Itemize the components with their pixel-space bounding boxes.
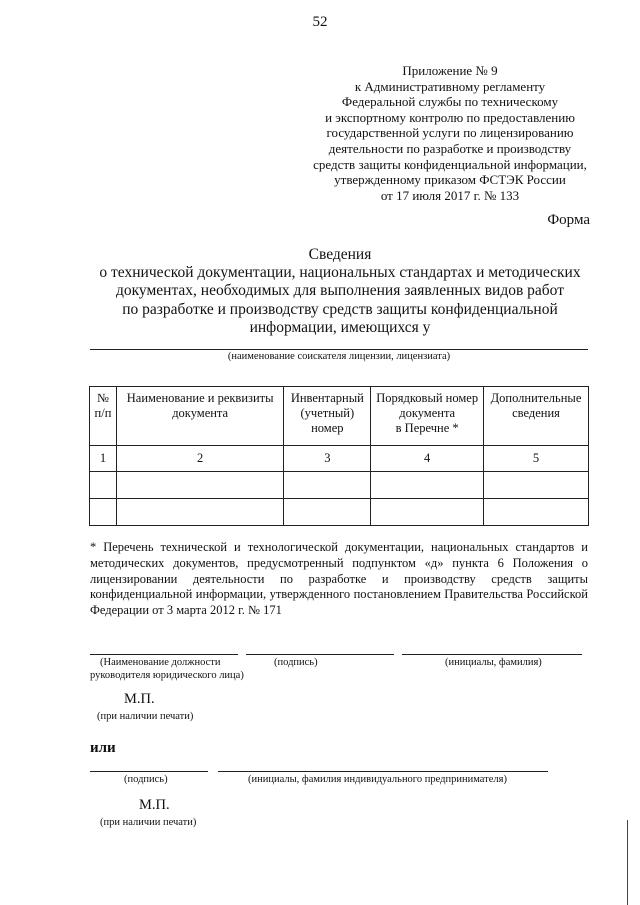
title-line: информации, имеющихся у bbox=[249, 318, 431, 336]
table-cell bbox=[90, 472, 117, 499]
signature-caption: (подпись) bbox=[274, 657, 318, 668]
stamp-caption: (при наличии печати) bbox=[97, 711, 194, 722]
table-cell bbox=[90, 499, 117, 526]
name-caption: (инициалы, фамилия) bbox=[445, 657, 542, 668]
table-number-row bbox=[90, 446, 589, 472]
ip-name-caption: (инициалы, фамилия индивидуального предпринимателя) bbox=[248, 774, 507, 785]
ip-stamp-label: М.П. bbox=[139, 797, 170, 813]
table-cell: 1 bbox=[90, 446, 117, 472]
appendix-line: и экспортному контролю по предоставлению bbox=[325, 109, 575, 125]
document-title bbox=[80, 246, 600, 337]
ip-signature-caption: (подпись) bbox=[124, 774, 168, 785]
table-cell: 5 bbox=[484, 446, 589, 472]
appendix-line: от 17 июля 2017 г. № 133 bbox=[380, 187, 520, 203]
table-cell bbox=[371, 499, 484, 526]
form-label: Форма bbox=[547, 212, 590, 228]
position-line bbox=[90, 654, 238, 655]
header-additional-info: Дополнительные сведения bbox=[484, 387, 589, 446]
footnote: * Перечень технической и технологической документации, национальных стандартов и методических документов, предусмотренный подпунктом «д» пункта 6 Положения о лицензировании деятельности по разработке и производству средств защиты конфиденциальной информации, утвержденного постановлением Правительства Российской Федерации от 3 марта 2012 г. № 171 bbox=[90, 540, 588, 618]
table-cell bbox=[284, 472, 371, 499]
title-line: Сведения bbox=[308, 246, 372, 263]
table-row bbox=[90, 472, 589, 499]
table-cell: 3 bbox=[284, 446, 371, 472]
table-row bbox=[90, 499, 589, 526]
title-line: по разработке и производству средств защиты конфиденциальной bbox=[122, 300, 558, 318]
appendix-line: государственной услуги по лицензированию bbox=[326, 125, 574, 141]
title-line: о технической документации, национальных стандартах и методических bbox=[99, 264, 581, 282]
table-cell bbox=[371, 472, 484, 499]
position-caption-2: руководителя юридического лица) bbox=[90, 670, 244, 681]
table-cell bbox=[484, 499, 589, 526]
header-list-number: Порядковый номер документа в Перечне * bbox=[371, 387, 484, 446]
header-document-name: Наименование и реквизиты документа bbox=[116, 387, 283, 446]
table-cell: 2 bbox=[116, 446, 283, 472]
signature-line bbox=[246, 654, 394, 655]
name-line bbox=[402, 654, 582, 655]
ip-stamp-caption: (при наличии печати) bbox=[100, 817, 197, 828]
stamp-label: М.П. bbox=[124, 691, 155, 707]
appendix-line: деятельности по разработке и производству bbox=[328, 140, 572, 156]
position-caption: (Наименование должности bbox=[100, 657, 221, 668]
or-label: или bbox=[90, 740, 116, 756]
appendix-line: к Административному регламенту bbox=[354, 78, 546, 94]
ip-name-line bbox=[218, 771, 548, 772]
table-cell bbox=[484, 472, 589, 499]
applicant-caption: (наименование соискателя лицензии, лицензиата) bbox=[227, 351, 451, 362]
appendix-line: утвержденному приказом ФСТЭК России bbox=[334, 172, 566, 188]
title-line: документах, необходимых для выполнения заявленных видов работ bbox=[115, 282, 564, 300]
table-cell bbox=[116, 472, 283, 499]
applicant-name-line bbox=[90, 349, 588, 350]
table-header-row bbox=[90, 387, 589, 446]
documents-table bbox=[89, 386, 589, 526]
appendix-line: Приложение № 9 bbox=[402, 63, 498, 78]
table-cell bbox=[116, 499, 283, 526]
appendix-line: Федеральной службы по техническому bbox=[341, 94, 559, 110]
scan-edge-line bbox=[627, 820, 628, 905]
table-cell: 4 bbox=[371, 446, 484, 472]
ip-signature-line bbox=[90, 771, 208, 772]
header-number: № п/п bbox=[90, 387, 117, 446]
appendix-line: средств защиты конфиденциальной информации, bbox=[313, 156, 587, 172]
page-number: 52 bbox=[312, 14, 328, 30]
header-inventory-number: Инвентарный (учетный) номер bbox=[284, 387, 371, 446]
table-cell bbox=[284, 499, 371, 526]
appendix-header bbox=[300, 63, 600, 203]
